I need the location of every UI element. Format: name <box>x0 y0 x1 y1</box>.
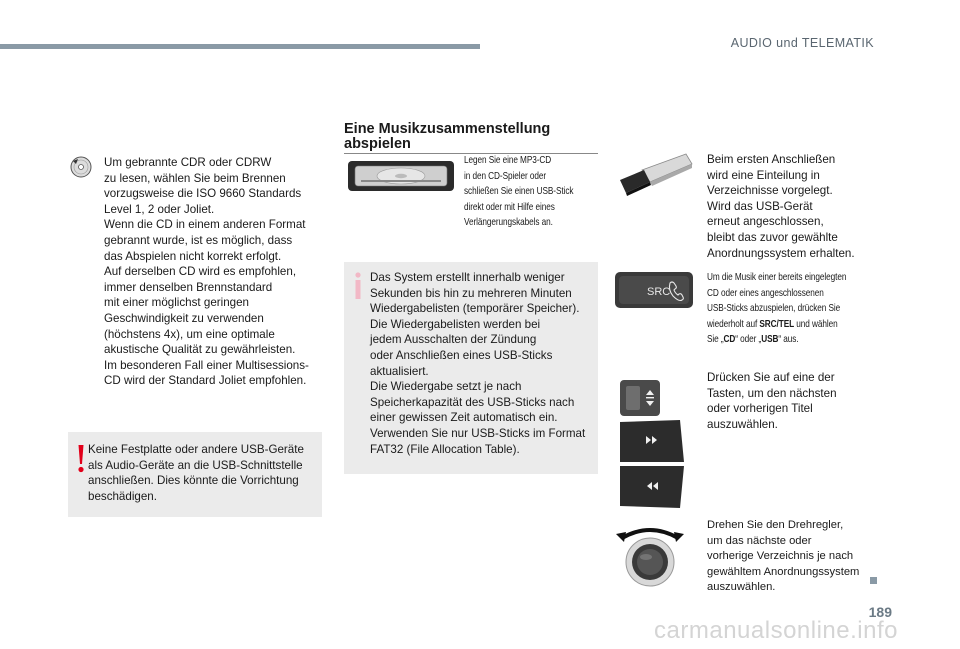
text-line: Im besonderen Fall einer Multisessions- <box>104 358 309 372</box>
text-line: Wenn die CD in einem anderen Format <box>104 218 306 232</box>
rewind-icon[interactable] <box>620 466 684 508</box>
text-line: oder vorherigen Titel <box>707 402 813 416</box>
text-line: Auf derselben CD wird es empfohlen, <box>104 265 297 279</box>
info-text <box>370 270 600 457</box>
text-line: Um gebrannte CDR oder CDRW <box>104 156 272 169</box>
text-line: Verlängerungskabels an. <box>464 217 553 229</box>
text-line: gewähltem Anordnungssystem <box>707 565 860 578</box>
warning-box <box>68 432 322 517</box>
text-run: “ oder „ <box>735 334 762 346</box>
text-line: einer gewissen Zeit automatisch ein. <box>370 411 558 425</box>
header-rule <box>0 44 480 49</box>
text-line: in den CD-Spieler oder <box>464 170 547 182</box>
text-run: Sie „ <box>707 334 724 346</box>
text-line: Sekunden bis hin zu mehreren Minuten <box>370 286 572 300</box>
text-line: oder Anschließen eines USB-Sticks <box>370 348 553 362</box>
text-line: Die Wiedergabelisten werden bei <box>370 317 541 331</box>
info-icon <box>354 272 362 300</box>
text-line: Keine Festplatte oder andere USB-Geräte <box>88 443 304 456</box>
usb-option-label: USB <box>761 334 779 346</box>
cd-caption <box>464 153 600 231</box>
text-line: CD wird der Standard Joliet empfohlen. <box>104 374 307 388</box>
text-line: Wird das USB-Gerät <box>707 199 813 213</box>
text-line: FAT32 (File Allocation Table). <box>370 442 520 456</box>
text-line: Tasten, um den nächsten <box>707 386 837 400</box>
usb-stick-icon <box>614 150 694 198</box>
text-line: um das nächste oder <box>707 534 812 547</box>
page-number: 189 <box>868 604 892 620</box>
text-line: Legen Sie eine MP3-CD <box>464 155 552 166</box>
text-line: Verzeichnisse vorgelegt. <box>707 184 833 198</box>
text-line: direkt oder mit Hilfe eines <box>464 201 555 213</box>
text-line: CD oder eines angeschlossenen <box>707 287 824 299</box>
text-line: Wiedergabelisten (temporärer Speicher). <box>370 302 580 316</box>
rotary-knob-icon[interactable] <box>612 520 688 588</box>
knob-text <box>707 518 877 596</box>
track-selection-text <box>707 370 857 432</box>
text-line: Um die Musik einer bereits eingelegten <box>707 272 847 283</box>
heading-line: Eine Musikzusammenstellung <box>344 121 551 137</box>
usb-text <box>707 152 857 261</box>
text-run: und wählen <box>794 318 838 330</box>
text-line: auszuwählen. <box>707 581 776 594</box>
text-line: Level 1, 2 oder Joliet. <box>104 202 215 216</box>
text-line: gebrannt wurde, ist es möglich, dass <box>104 233 293 247</box>
text-line: akustische Qualität zu gewährleisten. <box>104 343 296 357</box>
text-line <box>707 317 867 333</box>
text-line: jedem Ausschalten der Zündung <box>370 333 537 347</box>
watermark: carmanualsonline.info <box>654 617 898 644</box>
text-line: vorzugsweise die ISO 9660 Standards <box>104 187 302 201</box>
exclamation-icon <box>76 444 86 474</box>
text-line: Beim ersten Anschließen <box>707 153 836 166</box>
text-line: Drücken Sie auf eine der <box>707 371 835 384</box>
text-line: beschädigen. <box>88 489 157 503</box>
text-line: wird eine Einteilung in <box>707 168 820 182</box>
text-run: “ aus. <box>778 334 799 346</box>
text-line: Verwenden Sie nur USB-Sticks im Format <box>370 426 586 440</box>
text-line: immer denselben Brennstandard <box>104 280 273 294</box>
text-line: Die Wiedergabe setzt je nach <box>370 380 522 394</box>
text-line: USB-Sticks abzuspielen, drücken Sie <box>707 303 841 315</box>
text-line: das Abspielen nicht korrekt erfolgt. <box>104 249 282 263</box>
cd-format-note <box>104 155 324 389</box>
cd-option-label: CD <box>723 334 736 346</box>
text-line: mit einer möglichst geringen <box>104 296 249 310</box>
end-marker <box>870 577 877 584</box>
text-line <box>707 332 867 348</box>
text-line: aktualisiert. <box>370 364 429 378</box>
cd-disc-icon <box>70 156 92 178</box>
text-line: zu lesen, wählen Sie beim Brennen <box>104 171 286 185</box>
text-line: Geschwindigkeit zu verwenden <box>104 311 264 325</box>
text-line: als Audio-Geräte an die USB-Schnittstelle <box>88 458 303 472</box>
src-tel-key-label: SRC/TEL <box>759 318 795 330</box>
text-line: bleibt das zuvor gewählte <box>707 230 838 244</box>
text-line: Drehen Sie den Drehregler, <box>707 519 844 531</box>
heading-line: abspielen <box>344 136 411 152</box>
src-text <box>707 270 867 348</box>
text-line: auszuwählen. <box>707 417 778 431</box>
up-down-arrow-icon[interactable] <box>620 380 660 416</box>
text-line: Anordnungssystem erhalten. <box>707 246 855 260</box>
text-line: Speicherkapazität des USB-Sticks nach <box>370 395 575 409</box>
fast-forward-icon[interactable] <box>620 420 684 462</box>
section-heading <box>344 122 604 152</box>
text-line: schließen Sie einen USB-Stick <box>464 186 574 198</box>
src-label: SRC <box>647 286 671 298</box>
src-tel-button[interactable] <box>614 271 694 309</box>
info-box <box>344 262 598 474</box>
text-line: Das System erstellt innerhalb weniger <box>370 271 565 284</box>
text-run: wiederholt auf <box>707 318 760 330</box>
warning-text <box>88 442 318 504</box>
text-line: (höchstens 4x), um eine optimale <box>104 327 275 341</box>
section-title: AUDIO und TELEMATIK <box>730 36 874 50</box>
cd-player-icon <box>347 160 455 192</box>
text-line: anschließen. Dies könnte die Vorrichtung <box>88 474 299 488</box>
text-line: vorherige Verzeichnis je nach <box>707 550 854 563</box>
track-navigation-keys <box>618 378 686 510</box>
text-line: erneut angeschlossen, <box>707 215 824 229</box>
